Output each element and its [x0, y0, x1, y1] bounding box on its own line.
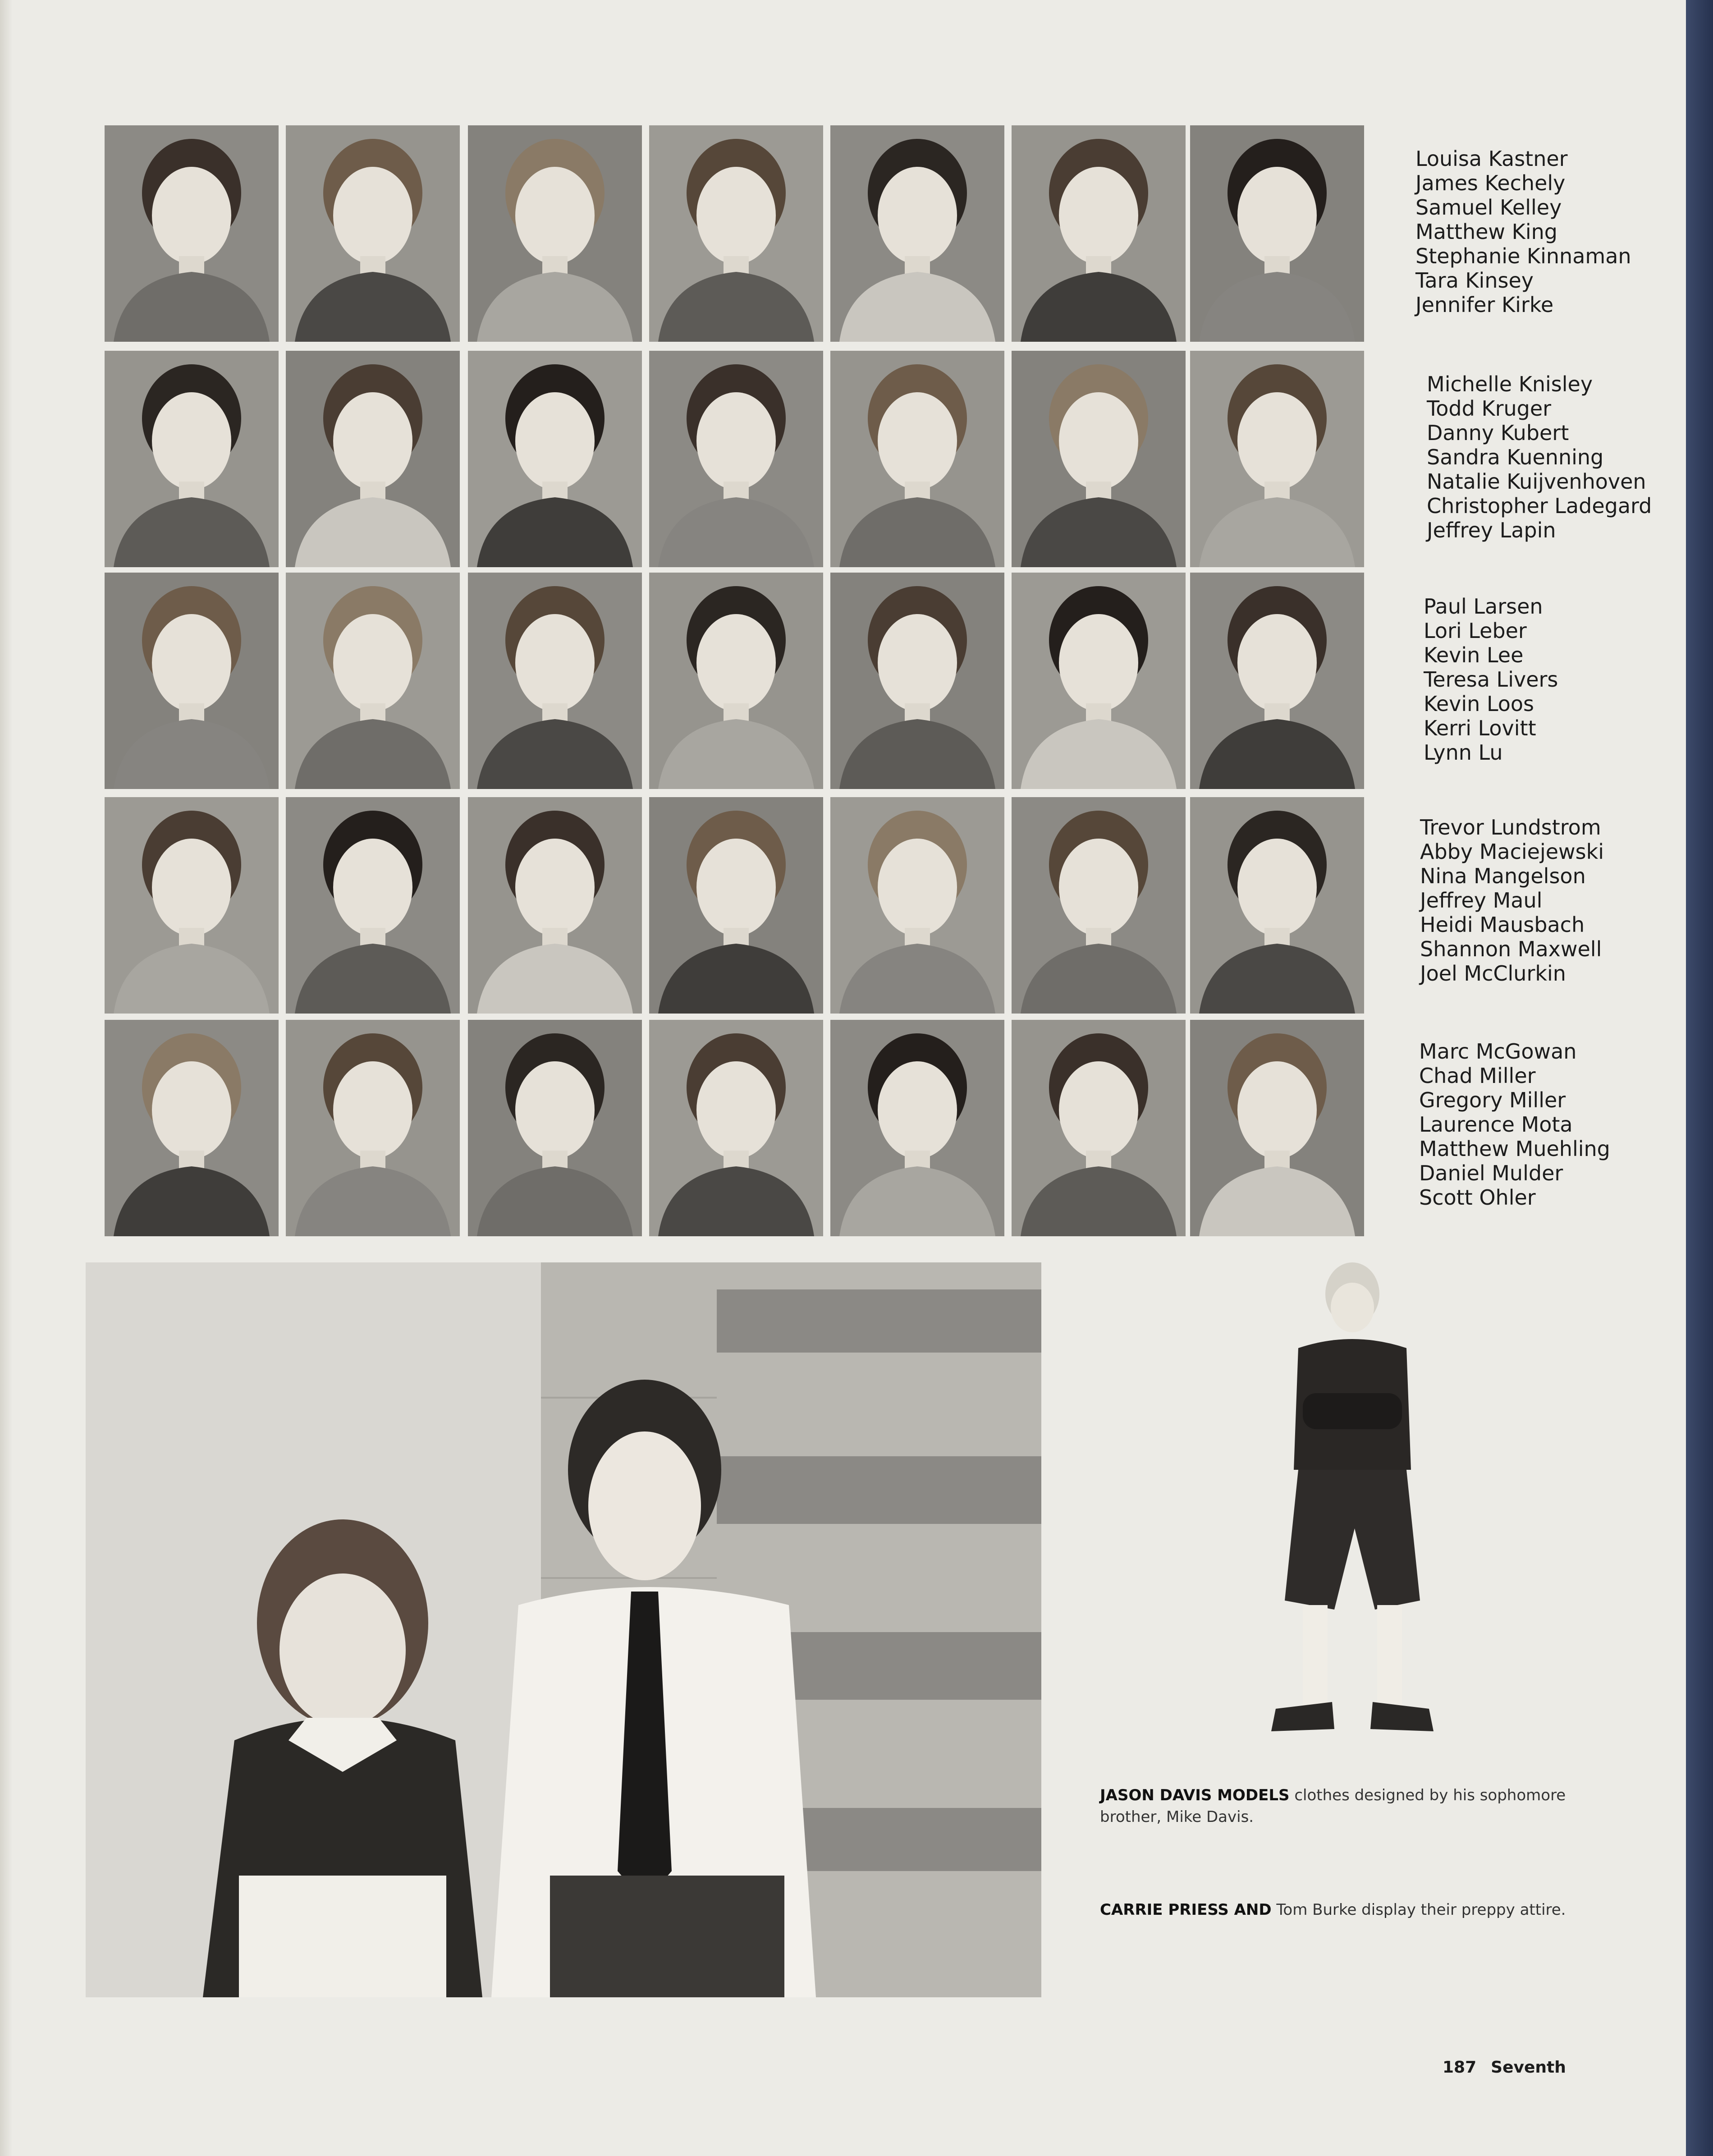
student-name: Marc McGowan: [1419, 1039, 1577, 1064]
photo-boy-modeling-clothes: [1249, 1258, 1456, 1767]
page-folio: [1443, 2058, 1580, 2077]
student-portrait: [105, 797, 279, 1014]
student-name: Chad Miller: [1419, 1064, 1536, 1088]
student-portrait: [830, 125, 1004, 342]
student-name: Kevin Lee: [1424, 643, 1524, 667]
student-name: Scott Ohler: [1419, 1185, 1536, 1210]
student-name: Nina Mangelson: [1420, 864, 1586, 888]
student-portrait: [649, 1020, 823, 1236]
student-portrait: [1190, 1020, 1364, 1236]
student-name: Lynn Lu: [1424, 740, 1503, 765]
student-portrait: [1012, 125, 1186, 342]
student-portrait: [830, 1020, 1004, 1236]
student-portrait: [830, 797, 1004, 1014]
student-portrait: [830, 351, 1004, 567]
name-list-row-2: [1427, 372, 1652, 542]
student-portrait: [286, 351, 460, 567]
name-list-row-4: [1420, 815, 1604, 986]
student-portrait: [1012, 351, 1186, 567]
student-portrait: [830, 573, 1004, 789]
student-portrait: [1012, 573, 1186, 789]
student-portrait: [286, 573, 460, 789]
student-name: Laurence Mota: [1419, 1112, 1573, 1137]
student-portrait: [105, 1020, 279, 1236]
student-name: Paul Larsen: [1424, 594, 1543, 619]
student-name: Danny Kubert: [1427, 421, 1569, 445]
student-name: Lori Leber: [1424, 619, 1527, 643]
student-portrait: [468, 573, 642, 789]
student-portrait: [105, 573, 279, 789]
student-name: Jennifer Kirke: [1415, 293, 1554, 317]
student-portrait: [286, 1020, 460, 1236]
student-portrait: [649, 797, 823, 1014]
student-portrait: [649, 573, 823, 789]
page-gutter-shadow: [0, 0, 13, 2156]
student-name: Shannon Maxwell: [1420, 937, 1602, 961]
student-portrait: [105, 125, 279, 342]
caption-text: Tom Burke display their preppy attire.: [1271, 1901, 1566, 1919]
candid-photo-two-students: [86, 1262, 1041, 1997]
student-name: Trevor Lundstrom: [1420, 815, 1601, 839]
student-portrait: [1190, 573, 1364, 789]
student-name: Stephanie Kinnaman: [1415, 244, 1631, 268]
student-portrait: [286, 797, 460, 1014]
student-name: Joel McClurkin: [1420, 961, 1566, 986]
student-name: Kevin Loos: [1424, 692, 1534, 716]
student-name: Heidi Mausbach: [1420, 913, 1585, 937]
student-name: Tara Kinsey: [1415, 268, 1534, 293]
student-name: Jeffrey Lapin: [1427, 518, 1556, 542]
student-name: Teresa Livers: [1424, 667, 1558, 692]
student-name: Natalie Kuijvenhoven: [1427, 469, 1646, 494]
student-name: Gregory Miller: [1419, 1088, 1566, 1112]
student-portrait: [1012, 1020, 1186, 1236]
student-portrait: [468, 351, 642, 567]
student-name: Michelle Knisley: [1427, 372, 1593, 396]
caption-lead: CARRIE PRIESS AND: [1100, 1901, 1272, 1919]
student-name: Samuel Kelley: [1415, 195, 1562, 220]
student-name: Matthew King: [1415, 220, 1557, 244]
student-portrait: [286, 125, 460, 342]
student-portrait: [468, 1020, 642, 1236]
student-name: Todd Kruger: [1427, 396, 1552, 421]
student-name: Abby Maciejewski: [1420, 839, 1604, 864]
caption-text: clothes designed by his sophomore brother, Mike Davis.: [1100, 1786, 1566, 1826]
student-name: Daniel Mulder: [1419, 1161, 1563, 1185]
student-name: Louisa Kastner: [1415, 147, 1568, 171]
section-name: Seventh: [1491, 2058, 1566, 2077]
page-number: 187: [1443, 2058, 1477, 2077]
student-portrait: [468, 797, 642, 1014]
name-list-row-3: [1424, 594, 1558, 765]
candid-photo-illustration: [86, 1262, 1041, 1997]
student-name: Sandra Kuenning: [1427, 445, 1604, 469]
student-portrait: [649, 351, 823, 567]
book-binding-edge: [1686, 0, 1713, 2156]
student-name: James Kechely: [1415, 171, 1566, 195]
name-list-row-5: [1419, 1039, 1610, 1210]
caption-jason-davis: [1100, 1784, 1578, 1828]
student-portrait: [1190, 351, 1364, 567]
student-portrait: [468, 125, 642, 342]
student-portrait: [1012, 797, 1186, 1014]
student-portrait: [649, 125, 823, 342]
caption-carrie-priess: [1100, 1899, 1578, 1921]
student-name: Matthew Muehling: [1419, 1137, 1610, 1161]
student-portrait: [1190, 125, 1364, 342]
model-photo-illustration: [1249, 1258, 1456, 1767]
caption-lead: JASON DAVIS MODELS: [1100, 1786, 1290, 1804]
student-name: Kerri Lovitt: [1424, 716, 1536, 740]
student-name: Christopher Ladegard: [1427, 494, 1652, 518]
student-portrait: [1190, 797, 1364, 1014]
student-portrait: [105, 351, 279, 567]
student-name: Jeffrey Maul: [1420, 888, 1543, 913]
name-list-row-1: [1415, 147, 1631, 317]
